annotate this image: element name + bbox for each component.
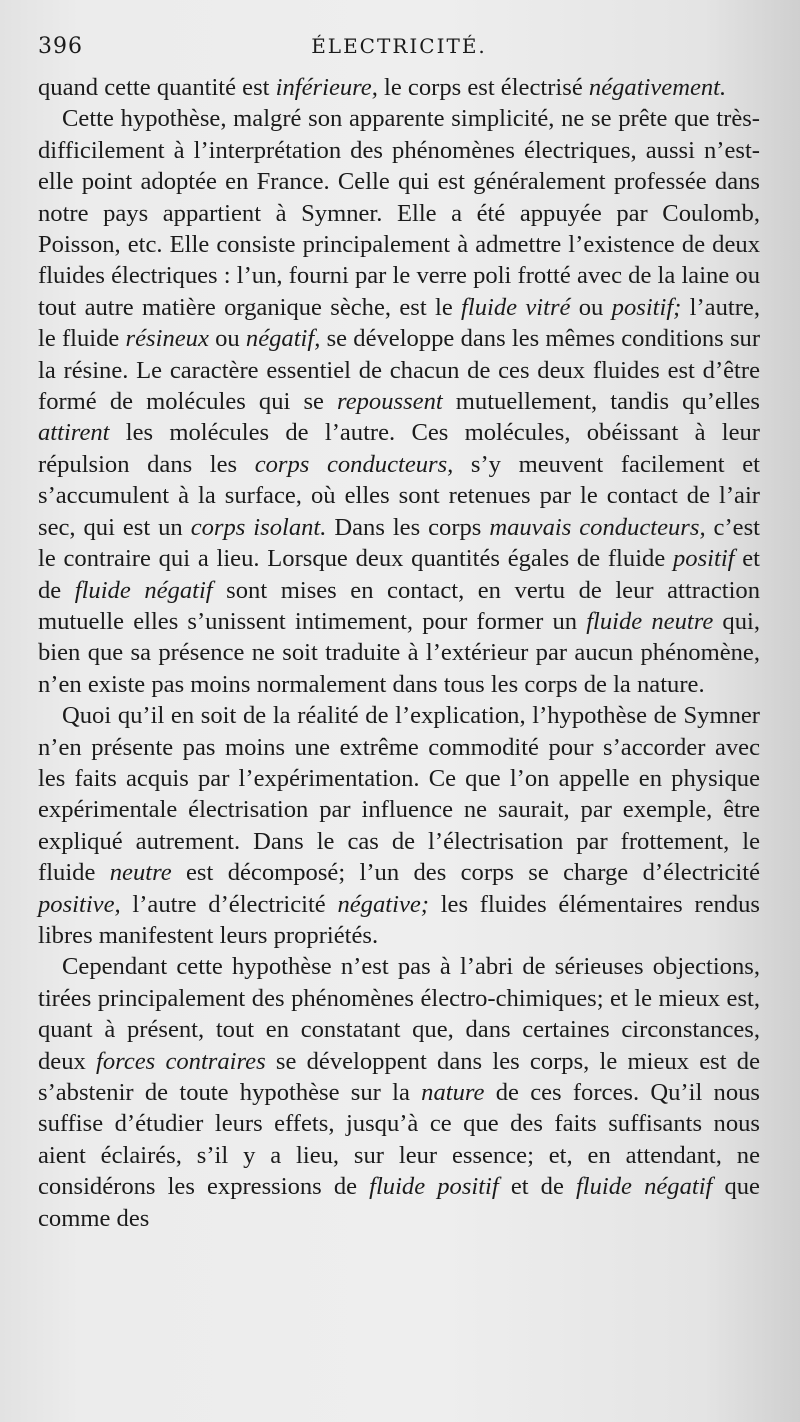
text-run: se développe dans les mêmes conditions sur la résine. Le caractère essentiel de chacun de ces deux fluides est d’être formé de molécules qui se — [38, 325, 761, 416]
text-run: Quoi qu’il en soit de la réalité de l’explication, l’hypothèse de Symner n’en présente pas moins une extrême commodité pour s’accorder avec les faits acquis par l’expérimentation. Ce que l’on appelle en physique expérimentale électrisation par influence ne saurait, par exemple, être expliqué autrement. Dans le cas de l’électrisation par frottement, le fluide — [38, 702, 760, 887]
paragraph — [38, 700, 760, 951]
text-run: que comme des — [38, 1173, 760, 1232]
italic-text: nature — [421, 1079, 485, 1106]
text-run: et de — [38, 545, 761, 604]
italic-text: positif — [673, 545, 735, 573]
italic-text: attirent — [38, 419, 110, 447]
paragraph — [38, 951, 760, 1234]
italic-text: négatif, — [245, 325, 321, 353]
italic-text: forces contraires — [96, 1047, 266, 1075]
page-header — [38, 22, 760, 72]
text-run: les fluides élémentaires rendus libres manifestent leurs propriétés. — [38, 890, 760, 949]
italic-text: fluide neutre — [586, 607, 714, 635]
body-text — [38, 72, 760, 1234]
italic-text: mauvais conducteurs, — [489, 513, 706, 541]
text-run: de ces forces. Qu’il nous suffise d’étudier leurs effets, jusqu’à ce que des faits suffisants nous aient éclairés, s’il y a lieu, sur leur essence; et, en attendant, ne considérons les expressions de — [38, 1079, 761, 1201]
text-run: les molécules de l’autre. Ces molécules, obéissant à leur répulsion dans les — [38, 419, 760, 478]
text-run: l’autre d’électricité — [120, 890, 338, 918]
text-run: l’autre, le fluide — [38, 293, 760, 353]
italic-text: corps conducteurs, — [254, 450, 454, 478]
text-run: s’y meuvent facilement et s’accumulent à la surface, où elles sont retenues par le contact de l’air sec, qui est un — [38, 450, 760, 541]
italic-text: négative; — [337, 890, 429, 918]
text-run: se développent dans les corps, le mieux est de s’abstenir de toute hypothèse sur la — [38, 1047, 761, 1106]
text-run: qui, bien que sa présence ne soit traduite à l’extérieur par aucun phénomène, n’en existe pas moins normalement dans tous les corps de la nature. — [38, 607, 760, 698]
text-run: ou — [570, 293, 612, 321]
italic-text: repoussent — [337, 388, 443, 416]
text-run: est décomposé; l’un des corps se charge d’électricité — [171, 859, 760, 887]
italic-text: neutre — [109, 859, 172, 887]
text-run: quand cette quantité est — [38, 74, 276, 101]
text-run: Cependant cette hypothèse n’est pas à l’abri de sérieuses objections, tirées principalement des phénomènes électro-chimiques; et le mieux est, quant à présent, tout en constatant que, dans certaines circonstances, deux — [38, 953, 760, 1075]
page-number: 396 — [38, 34, 83, 59]
italic-text: positive, — [38, 890, 121, 918]
text-run: ou — [208, 325, 246, 353]
text-run: Dans les corps — [326, 513, 490, 541]
italic-text: fluide négatif — [74, 576, 213, 604]
text-run: mutuellement, tandis qu’elles — [442, 388, 760, 416]
paragraph — [38, 72, 760, 103]
paragraph — [38, 103, 760, 700]
italic-text: corps isolant. — [190, 513, 327, 541]
italic-text: fluide vitré — [461, 293, 571, 321]
italic-text: résineux — [125, 325, 209, 353]
text-run: Cette hypothèse, malgré son apparente simplicité, ne se prête que très-difficilement à l’interprétation des phénomènes électriques, aussi n’est-elle point adoptée en France. Celle qui est généralement professée dans notre pays appartient à Symner. Elle a été appuyée par Coulomb, Poisson, etc. Elle consiste principalement à admettre l’existence de deux fluides électriques : l’un, fourni par le verre poli frotté avec de la laine ou tout autre matière organique sèche, est le — [38, 105, 760, 321]
italic-text: positif; — [611, 293, 682, 321]
italic-text: inférieure, — [275, 74, 378, 101]
text-run: le corps est électrisé — [377, 74, 589, 101]
text-run: c’est le contraire qui a lieu. Lorsque deux quantités égales de fluide — [38, 513, 760, 573]
running-title: ÉLECTRICITÉ. — [311, 34, 487, 58]
italic-text: fluide négatif — [575, 1173, 713, 1201]
text-run: sont mises en contact, en vertu de leur attraction mutuelle elles s’unissent intimement, pour former un — [38, 576, 760, 635]
italic-text: négativement. — [588, 74, 727, 101]
text-run: et de — [498, 1173, 576, 1201]
italic-text: fluide positif — [369, 1173, 499, 1201]
